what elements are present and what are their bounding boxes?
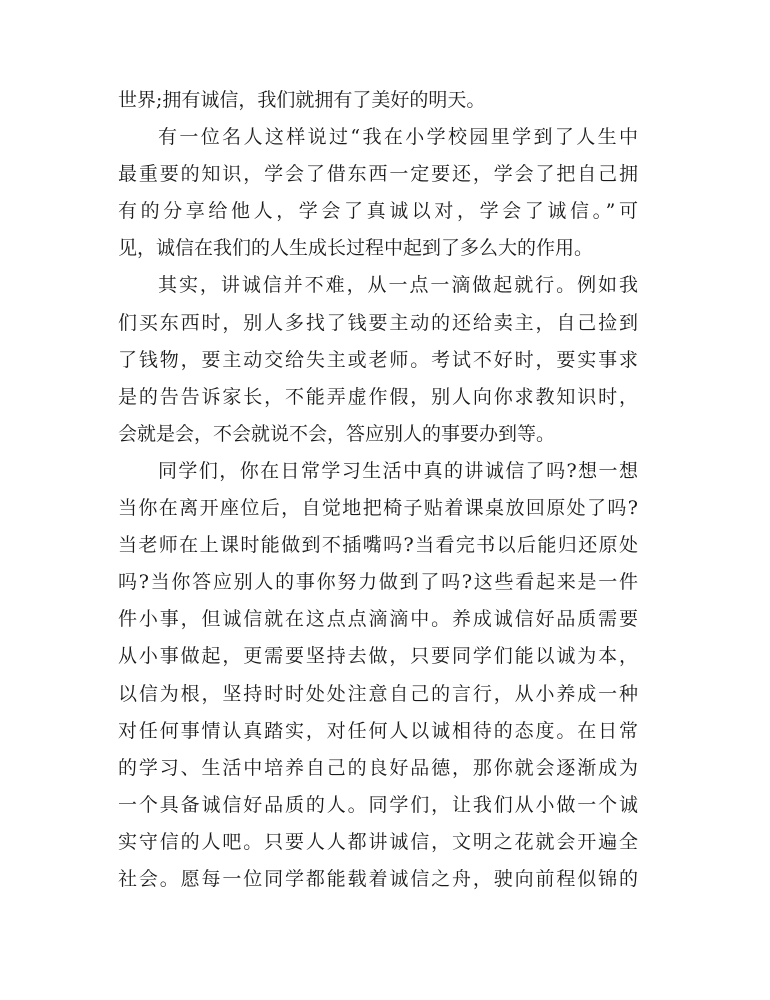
document-body [118,82,638,898]
text-line: 实守信的人吧。只要人人都讲诚信，文明之花就会开遍全 [118,830,638,853]
text-line: 了钱物，要主动交给失主或老师。考试不好时，要实事求 [118,348,638,371]
text-line: 会就是会，不会就说不会，答应别人的事要办到等。 [118,422,556,445]
text-line: 有一位名人这样说过“我在小学校园里学到了人生中 [158,126,638,149]
text-line: 一个具备诚信好品质的人。同学们，让我们从小做一个诚 [118,793,638,816]
text-line: 从小事做起，更需要坚持去做，只要同学们能以诚为本， [118,645,638,668]
paragraph [118,119,638,267]
text-line: 最重要的知识，学会了借东西一定要还，学会了把自己拥 [118,163,638,186]
text-line: 的学习、生活中培养自己的良好品德，那你就会逐渐成为 [118,756,638,779]
text-line: 其实，讲诚信并不难，从一点一滴做起就行。例如我 [158,274,638,297]
text-line: 世界;拥有诚信，我们就拥有了美好的明天。 [118,89,486,111]
text-line: 当你在离开座位后，自觉地把椅子贴着课桌放回原处了吗? [118,497,638,520]
paragraph [118,453,638,898]
text-line: 以信为根，坚持时时处处注意自己的言行，从小养成一种 [118,682,638,705]
text-line: 同学们，你在日常学习生活中真的讲诚信了吗?想一想 [158,459,638,482]
paragraph [118,82,638,119]
text-line: 吗?当你答应别人的事你努力做到了吗?这些看起来是一件 [118,571,638,594]
text-line: 当老师在上课时能做到不插嘴吗?当看完书以后能归还原处 [118,534,638,557]
text-line: 社会。愿每一位同学都能载着诚信之舟，驶向前程似锦的 [118,867,638,890]
text-line: 件小事，但诚信就在这点点滴滴中。养成诚信好品质需要 [118,608,638,631]
text-line: 们买东西时，别人多找了钱要主动的还给卖主，自己捡到 [118,311,638,334]
text-line: 见，诚信在我们的人生成长过程中起到了多么大的作用。 [118,237,594,260]
paragraph [118,267,638,452]
text-line: 对任何事情认真踏实，对任何人以诚相待的态度。在日常 [118,719,638,742]
text-line: 是的告告诉家长，不能弄虚作假，别人向你求教知识时， [118,385,638,408]
text-line: 有的分享给他人，学会了真诚以对，学会了诚信。”可 [118,200,638,223]
